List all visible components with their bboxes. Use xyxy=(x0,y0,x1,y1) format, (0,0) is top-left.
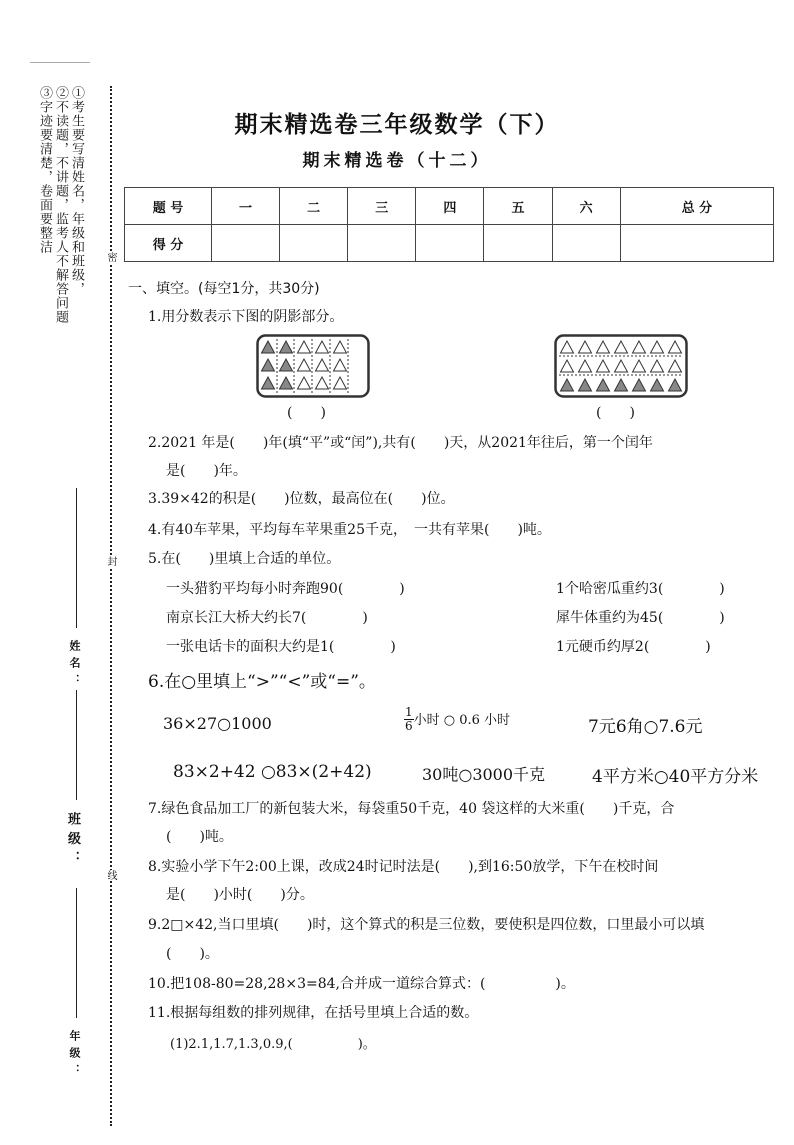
grade-underline xyxy=(76,888,77,1018)
question-3: 3.39×42的积是( )位数，最高位在( )位。 xyxy=(148,491,455,507)
triangle xyxy=(298,359,311,371)
unit-item: 一张电话卡的面积大约是1( ) xyxy=(166,639,396,655)
name-underline xyxy=(76,488,77,628)
triangle xyxy=(615,341,628,353)
triangle xyxy=(334,341,347,353)
shaded-triangle xyxy=(262,377,275,389)
triangle xyxy=(597,341,610,353)
triangle xyxy=(669,360,682,372)
table-cell: 六 xyxy=(552,188,620,225)
note-3: ③字迹要清楚，卷面要整洁 xyxy=(37,86,52,254)
question-9-line-2: ( )。 xyxy=(166,946,219,962)
shaded-triangle xyxy=(561,379,574,391)
shaded-triangle xyxy=(633,379,646,391)
question-2-line-1: 2.2021 年是( )年(填“平”或“闰”),共有( )天，从2021年往后，第一个闰年 xyxy=(148,435,653,451)
seal-mark-feng: 封 xyxy=(102,556,118,567)
question-11-part-1: (1)2.1,1.7,1.3,0.9,( )。 xyxy=(170,1037,376,1052)
table-cell: 总 分 xyxy=(620,188,773,225)
page-subtitle: 期末精选卷（十二） xyxy=(302,151,492,171)
table-cell: 题 号 xyxy=(125,188,212,225)
table-cell: 二 xyxy=(280,188,348,225)
note-2: ②不读题，不讲题，监考人不解答问题 xyxy=(53,86,68,324)
triangle xyxy=(316,377,329,389)
unit-item: 一头猎豹平均每小时奔跑90( ) xyxy=(166,581,405,597)
score-cell[interactable] xyxy=(280,225,348,262)
shaded-triangle xyxy=(615,379,628,391)
triangle xyxy=(579,360,592,372)
triangle xyxy=(651,360,664,372)
score-cell[interactable] xyxy=(552,225,620,262)
shaded-triangle xyxy=(262,341,275,353)
top-rule xyxy=(30,62,90,63)
unit-item: 1元硬币约厚2( ) xyxy=(556,639,711,655)
table-cell: 三 xyxy=(348,188,416,225)
triangle xyxy=(633,341,646,353)
section-heading: 一、填空。(每空1分，共30分) xyxy=(128,281,320,297)
page-title: 期末精选卷三年级数学（下） xyxy=(234,112,560,138)
compare-item: 36×27○1000 xyxy=(163,714,272,733)
score-cell[interactable] xyxy=(484,225,552,262)
triangle-grid-figure-a xyxy=(256,334,370,398)
triangle xyxy=(579,341,592,353)
table-cell: 四 xyxy=(416,188,484,225)
shaded-triangle xyxy=(262,359,275,371)
triangles-b xyxy=(561,341,682,391)
note-1: ①考生要写清姓名，年级和班级， xyxy=(69,86,84,296)
triangle xyxy=(334,359,347,371)
triangles-a xyxy=(262,341,347,389)
triangle xyxy=(316,341,329,353)
triangle xyxy=(597,360,610,372)
question-2-line-2: 是( )年。 xyxy=(166,463,247,479)
unit-item: 犀牛体重约为45( ) xyxy=(556,610,725,626)
score-table-header-row xyxy=(125,188,774,225)
triangle xyxy=(561,341,574,353)
shaded-triangle xyxy=(280,341,293,353)
triangle xyxy=(561,360,574,372)
fraction xyxy=(404,706,414,733)
question-11: 11.根据每组数的排列规律，在括号里填上合适的数。 xyxy=(148,1005,479,1021)
compare-item-fraction xyxy=(404,706,510,733)
class-underline xyxy=(76,690,77,800)
shaded-triangle xyxy=(280,359,293,371)
compare-item: 30吨○3000千克 xyxy=(422,765,546,784)
shaded-triangle xyxy=(280,377,293,389)
answer-blank-a[interactable]: ( ) xyxy=(287,405,326,421)
triangle xyxy=(615,360,628,372)
score-cell[interactable] xyxy=(212,225,280,262)
score-cell[interactable] xyxy=(620,225,773,262)
score-table xyxy=(124,187,774,262)
question-8-line-1: 8.实验小学下午2:00上课，改成24时记时法是( ),到16:50放学，下午在校时间 xyxy=(148,859,659,875)
question-9-line-1: 9.2□×42,当口里填( )时，这个算式的积是三位数，要使积是四位数，口里最小可以填 xyxy=(148,917,705,933)
answer-blank-b[interactable]: ( ) xyxy=(596,405,635,421)
question-1: 1.用分数表示下图的阴影部分。 xyxy=(148,309,344,325)
table-cell: 得 分 xyxy=(125,225,212,262)
fraction-numerator: 1 xyxy=(405,705,413,719)
unit-item: 南京长江大桥大约长7( ) xyxy=(166,610,368,626)
fraction-denominator: 6 xyxy=(405,719,413,733)
table-cell: 五 xyxy=(484,188,552,225)
score-cell[interactable] xyxy=(348,225,416,262)
compare-item: 4平方米○40平方分米 xyxy=(592,767,759,787)
question-7-line-2: ( )吨。 xyxy=(166,829,233,845)
compare-item: 83×2+42 ○83×(2+42) xyxy=(173,762,372,782)
question-10: 10.把108-80=28,28×3=84,合并成一道综合算式：( )。 xyxy=(148,976,575,992)
shaded-triangle xyxy=(597,379,610,391)
question-4: 4.有40车苹果，平均每车苹果重25千克， 一共有苹果( )吨。 xyxy=(148,522,551,538)
triangle xyxy=(298,341,311,353)
triangle xyxy=(651,341,664,353)
seal-mark-mi: 密 xyxy=(102,252,118,263)
name-label: 姓 名 ： xyxy=(68,640,81,686)
triangle xyxy=(298,377,311,389)
question-7-line-1: 7.绿色食品加工厂的新包装大米，每袋重50千克，40 袋这样的大米重( )千克，合 xyxy=(148,801,675,817)
shaded-triangle xyxy=(579,379,592,391)
unit-item: 1个哈密瓜重约3( ) xyxy=(556,581,725,597)
triangle xyxy=(334,377,347,389)
table-cell: 一 xyxy=(212,188,280,225)
score-table-score-row xyxy=(125,225,774,262)
compare-item-text: 小时 ○ 0.6 小时 xyxy=(413,713,511,728)
question-5: 5.在( )里填上合适的单位。 xyxy=(148,551,341,567)
triangle xyxy=(669,341,682,353)
score-cell[interactable] xyxy=(416,225,484,262)
triangle xyxy=(316,359,329,371)
question-8-line-2: 是( )小时( )分。 xyxy=(166,887,314,903)
shaded-triangle xyxy=(651,379,664,391)
question-6: 6.在○里填上“>”“<”或“=”。 xyxy=(148,672,376,692)
shaded-triangle xyxy=(669,379,682,391)
triangle xyxy=(633,360,646,372)
triangle-grid-figure-b xyxy=(554,334,688,398)
compare-item: 7元6角○7.6元 xyxy=(588,717,703,737)
seal-mark-xian: 线 xyxy=(102,870,118,881)
class-label: 班 级 ： xyxy=(65,812,80,866)
grade-label: 年 级 ： xyxy=(68,1030,81,1076)
dotted-binding-line xyxy=(110,86,112,1126)
